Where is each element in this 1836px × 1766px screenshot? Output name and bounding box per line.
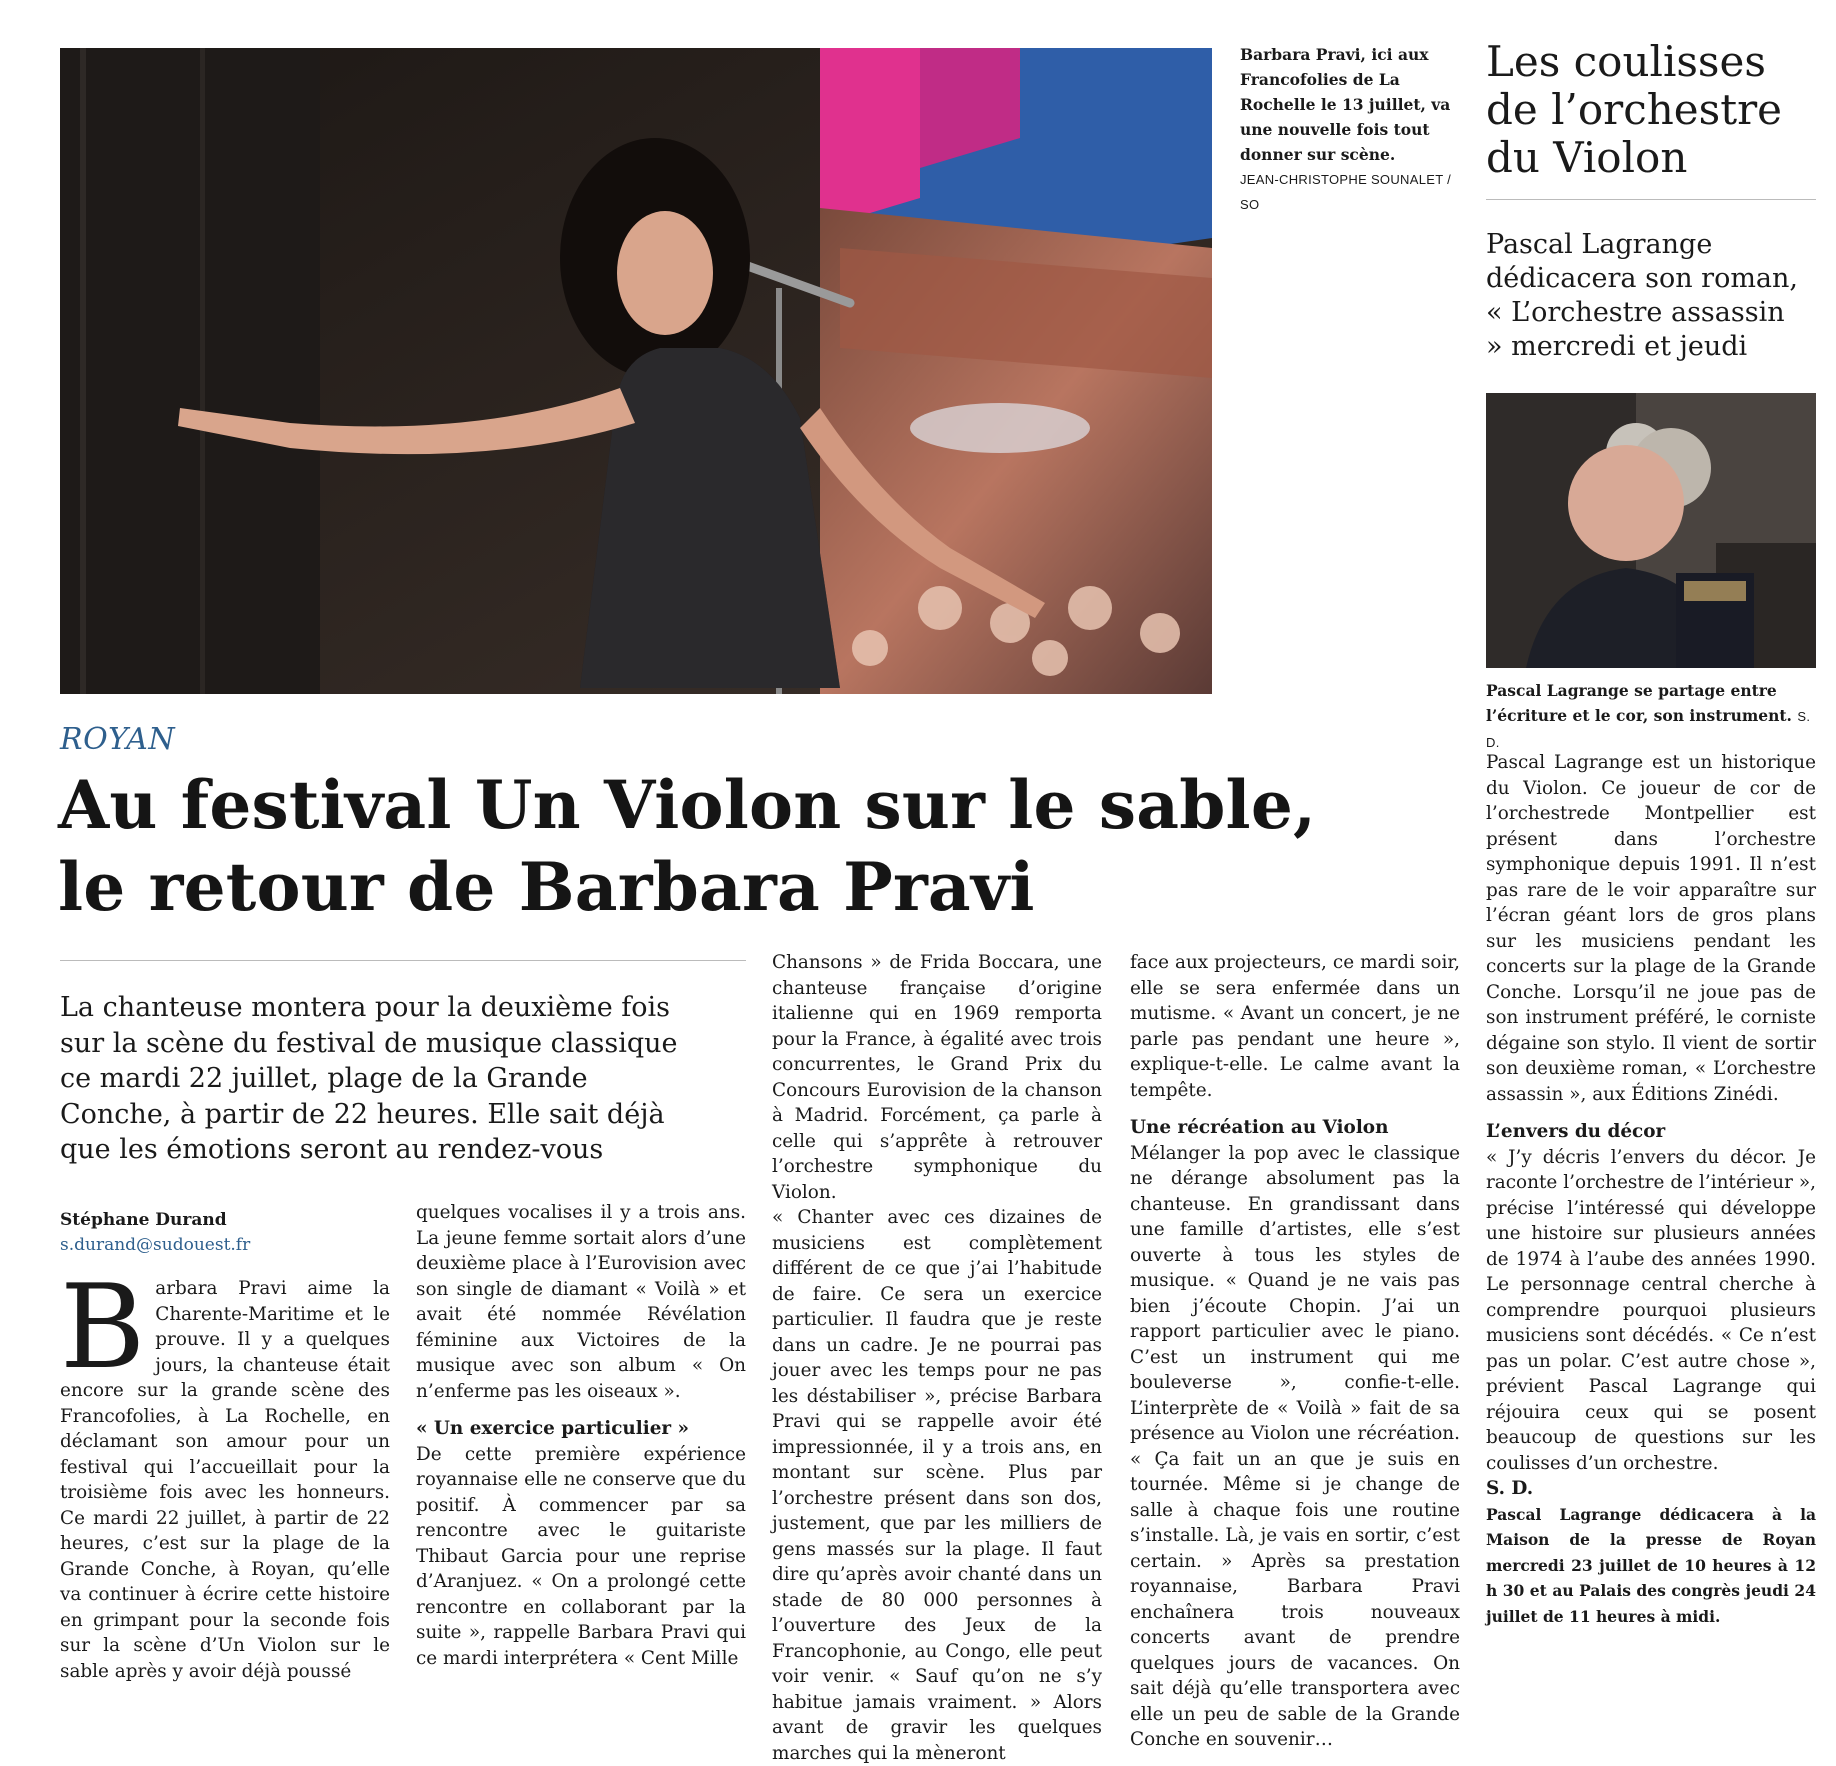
- paragraph-1-part-b: quelques vocalises il y a trois ans. La jeune femme sortait alors d’une deuxième place à l’Eurovision avec son single de diamant « Voilà » et avait été nommée Révélation féminine aux Victoires de la musique avec son album « On n’enferme pas les oiseaux ».: [416, 1202, 746, 1402]
- paragraph-2-part-a: De cette première expérience royannaise elle ne conserve que du positif. À commencer par sa rencontre avec le guitariste Thibaut Garcia pour une reprise d’Aranjuez. « On a prolongé cette rencontre en collaborant par la suite », rappelle Barbara Pravi qui ce mardi interprétera « Cent Mille: [416, 1443, 746, 1669]
- paragraph-4: Mélanger la pop avec le classique ne dérange absolument pas la chanteuse. En grandissant dans une famille d’artistes, elle s’est ouverte à tous les styles de musique. « Quand je ne vais pas bien j’écoute Chopin. J’ai un rapport particulier avec le piano. C’est un instrument qui me bouleverse », confie-t-elle. L’interprète de « Voilà » fait de sa présence au Violon une récréation. « Ça fait un an que je suis en tournée. Même si je change de salle à chaque fois une routine s’installe. Là, je vais en sortir, c’est certain. » Après sa prestation royannaise, Barbara Pravi enchaînera trois nouveaux concerts avant de prendre quelques jours de vacances. On sait déjà qu’elle transportera avec elle un peu de sable de la Grande Conche en souvenir…: [1130, 1142, 1460, 1750]
- photo-credit: JEAN-CHRISTOPHE SOUNALET / SO: [1240, 172, 1452, 212]
- sidebar-body-1: Pascal Lagrange est un historique du Violon. Ce joueur de cor de l’orchestrede Montpellier est présent dans l’orchestre symphonique depuis 1991. Il n’est pas rare de le voir apparaître sur l’écran géant lors de gros plans sur les musiciens pendant les concerts sur la plage de la Grande Conche. Lorsqu’il ne joue pas de son instrument préféré, le corniste dégaine son stylo. Il vient de sortir son deuxième roman, « L’orchestre assassin », aux Éditions Zinédi.: [1486, 752, 1816, 1105]
- paragraph-3-part-b: face aux projecteurs, ce mardi soir, elle se sera enfermée dans un mutisme. « Avant un concert, je ne parle pas pendant une heure », explique-t-elle. Le calme avant la tempête.: [1130, 952, 1460, 1101]
- article-paragraph-1: [60, 1260, 390, 1684]
- sidebar-photo-caption-text: Pascal Lagrange se partage entre l’écriture et le cor, son instrument.: [1486, 681, 1792, 725]
- sidebar-subtitle: Pascal Lagrange dédicacera son roman, « L’orchestre assassin » mercredi et jeudi: [1486, 229, 1799, 362]
- article-kicker: ROYAN: [60, 722, 176, 757]
- subheading-exercice: « Un exercice particulier »: [416, 1418, 690, 1439]
- sidebar-subheading: L’envers du décor: [1486, 1121, 1666, 1142]
- sidebar-photo-caption: [1486, 678, 1816, 755]
- photo-caption: [1240, 42, 1460, 217]
- sidebar-photo-credit: S. D.: [1486, 709, 1811, 750]
- sidebar-title: Les coulisses de l’orchestre du Violon: [1486, 37, 1783, 182]
- article-column-1: [60, 1260, 390, 1684]
- paragraph-1-part-a: arbara Pravi aime la Charente-Maritime et le prouve. Il y a quelques jours, la chanteuse était encore sur la grande scène des Francofolies, à La Rochelle, en déclamant son amour pour un festival qui l’accueillait pour la troisième fois avec les honneurs. Ce mardi 22 juillet, à partir de 22 heures, c’est sur la plage de la Grande Conche, à Royan, qu’elle va continuer à écrire cette histoire en grimpant pour la seconde fois sur la scène d’Un Violon sur le sable après y avoir déjà poussé: [60, 1278, 390, 1682]
- sidebar-signing-note: Pascal Lagrange dédicacera à la Maison de la presse de Royan mercredi 23 juillet de 10 heures à 12 h 30 et au Palais des congrès jeudi 24 juillet de 11 heures à midi.: [1486, 1504, 1816, 1626]
- article-column-2: [416, 1200, 746, 1671]
- author-name: Stéphane Durand: [60, 1210, 227, 1230]
- sidebar-signature: S. D.: [1486, 1478, 1534, 1499]
- author-photo-illustration: [1486, 393, 1816, 668]
- paragraph-2-part-b: Chansons » de Frida Boccara, une chanteuse française d’origine italienne qui en 1969 remporta pour la France, à égalité avec trois concurrentes, le Grand Prix du Concours Eurovision de la chanson à Madrid. Forcément, ça parle à celle qui s’apprête à retrouver l’orchestre symphonique du Violon.: [772, 952, 1102, 1203]
- concert-photo-illustration: [60, 48, 1212, 694]
- sidebar-divider: [1486, 199, 1816, 200]
- sidebar-photo: [1486, 393, 1816, 668]
- sidebar-body-2: « J’y décris l’envers du décor. Je raconte l’orchestre de l’intérieur », précise l’intéressé qui développe une histoire sur plusieurs années de 1974 à l’aube des années 1990. Le personnage central cherche à comprendre pourquoi plusieurs musiciens sont décédés. « Ce n’est pas un polar. C’est autre chose », prévient Pascal Lagrange qui réjouira ceux qui se posent beaucoup de questions sur les coulisses d’un orchestre.: [1486, 1146, 1816, 1474]
- article-column-3: [772, 950, 1102, 1766]
- headline-divider: [60, 960, 746, 961]
- article-standfirst: La chanteuse montera pour la deuxième fois sur la scène du festival de musique classique ce mardi 22 juillet, plage de la Grande Conche, à partir de 22 heures. Elle sait déjà que les émotions seront au rendez-vous: [60, 992, 678, 1165]
- author-email[interactable]: s.durand@sudouest.fr: [60, 1235, 251, 1255]
- sidebar-column: [1486, 750, 1816, 1629]
- article-headline: Au festival Un Violon sur le sable, le retour de Barbara Pravi: [58, 766, 1317, 926]
- byline: [60, 1208, 250, 1258]
- article-column-4: [1130, 950, 1460, 1753]
- drop-cap: B: [60, 1260, 146, 1395]
- paragraph-3-part-a: « Chanter avec ces dizaines de musiciens est complètement différent de ce que j’ai l’habitude de faire. Ce sera un exercice particulier. Il faudra que je reste dans un cadre. Je ne pourrai pas jouer avec les temps pour ne pas les déstabiliser », précise Barbara Pravi qui se rappelle avoir été impressionnée, il y a trois ans, en montant sur scène. Plus par l’orchestre présent dans son dos, justement, que par les milliers de gens massés sur la plage. Il faut dire qu’après avoir chanté dans un stade de 80 000 personnes à l’ouverture des Jeux de la Francophonie, au Congo, elle peut voir venir. « Sauf qu’on ne s’y habitue jamais vraiment. » Alors avant de gravir les quelques marches qui la mèneront: [772, 1207, 1102, 1764]
- main-photo: [60, 48, 1212, 694]
- photo-caption-text: Barbara Pravi, ici aux Francofolies de La Rochelle le 13 juillet, va une nouvelle fois tout donner sur scène.: [1240, 45, 1451, 164]
- subheading-recreation: Une récréation au Violon: [1130, 1117, 1389, 1138]
